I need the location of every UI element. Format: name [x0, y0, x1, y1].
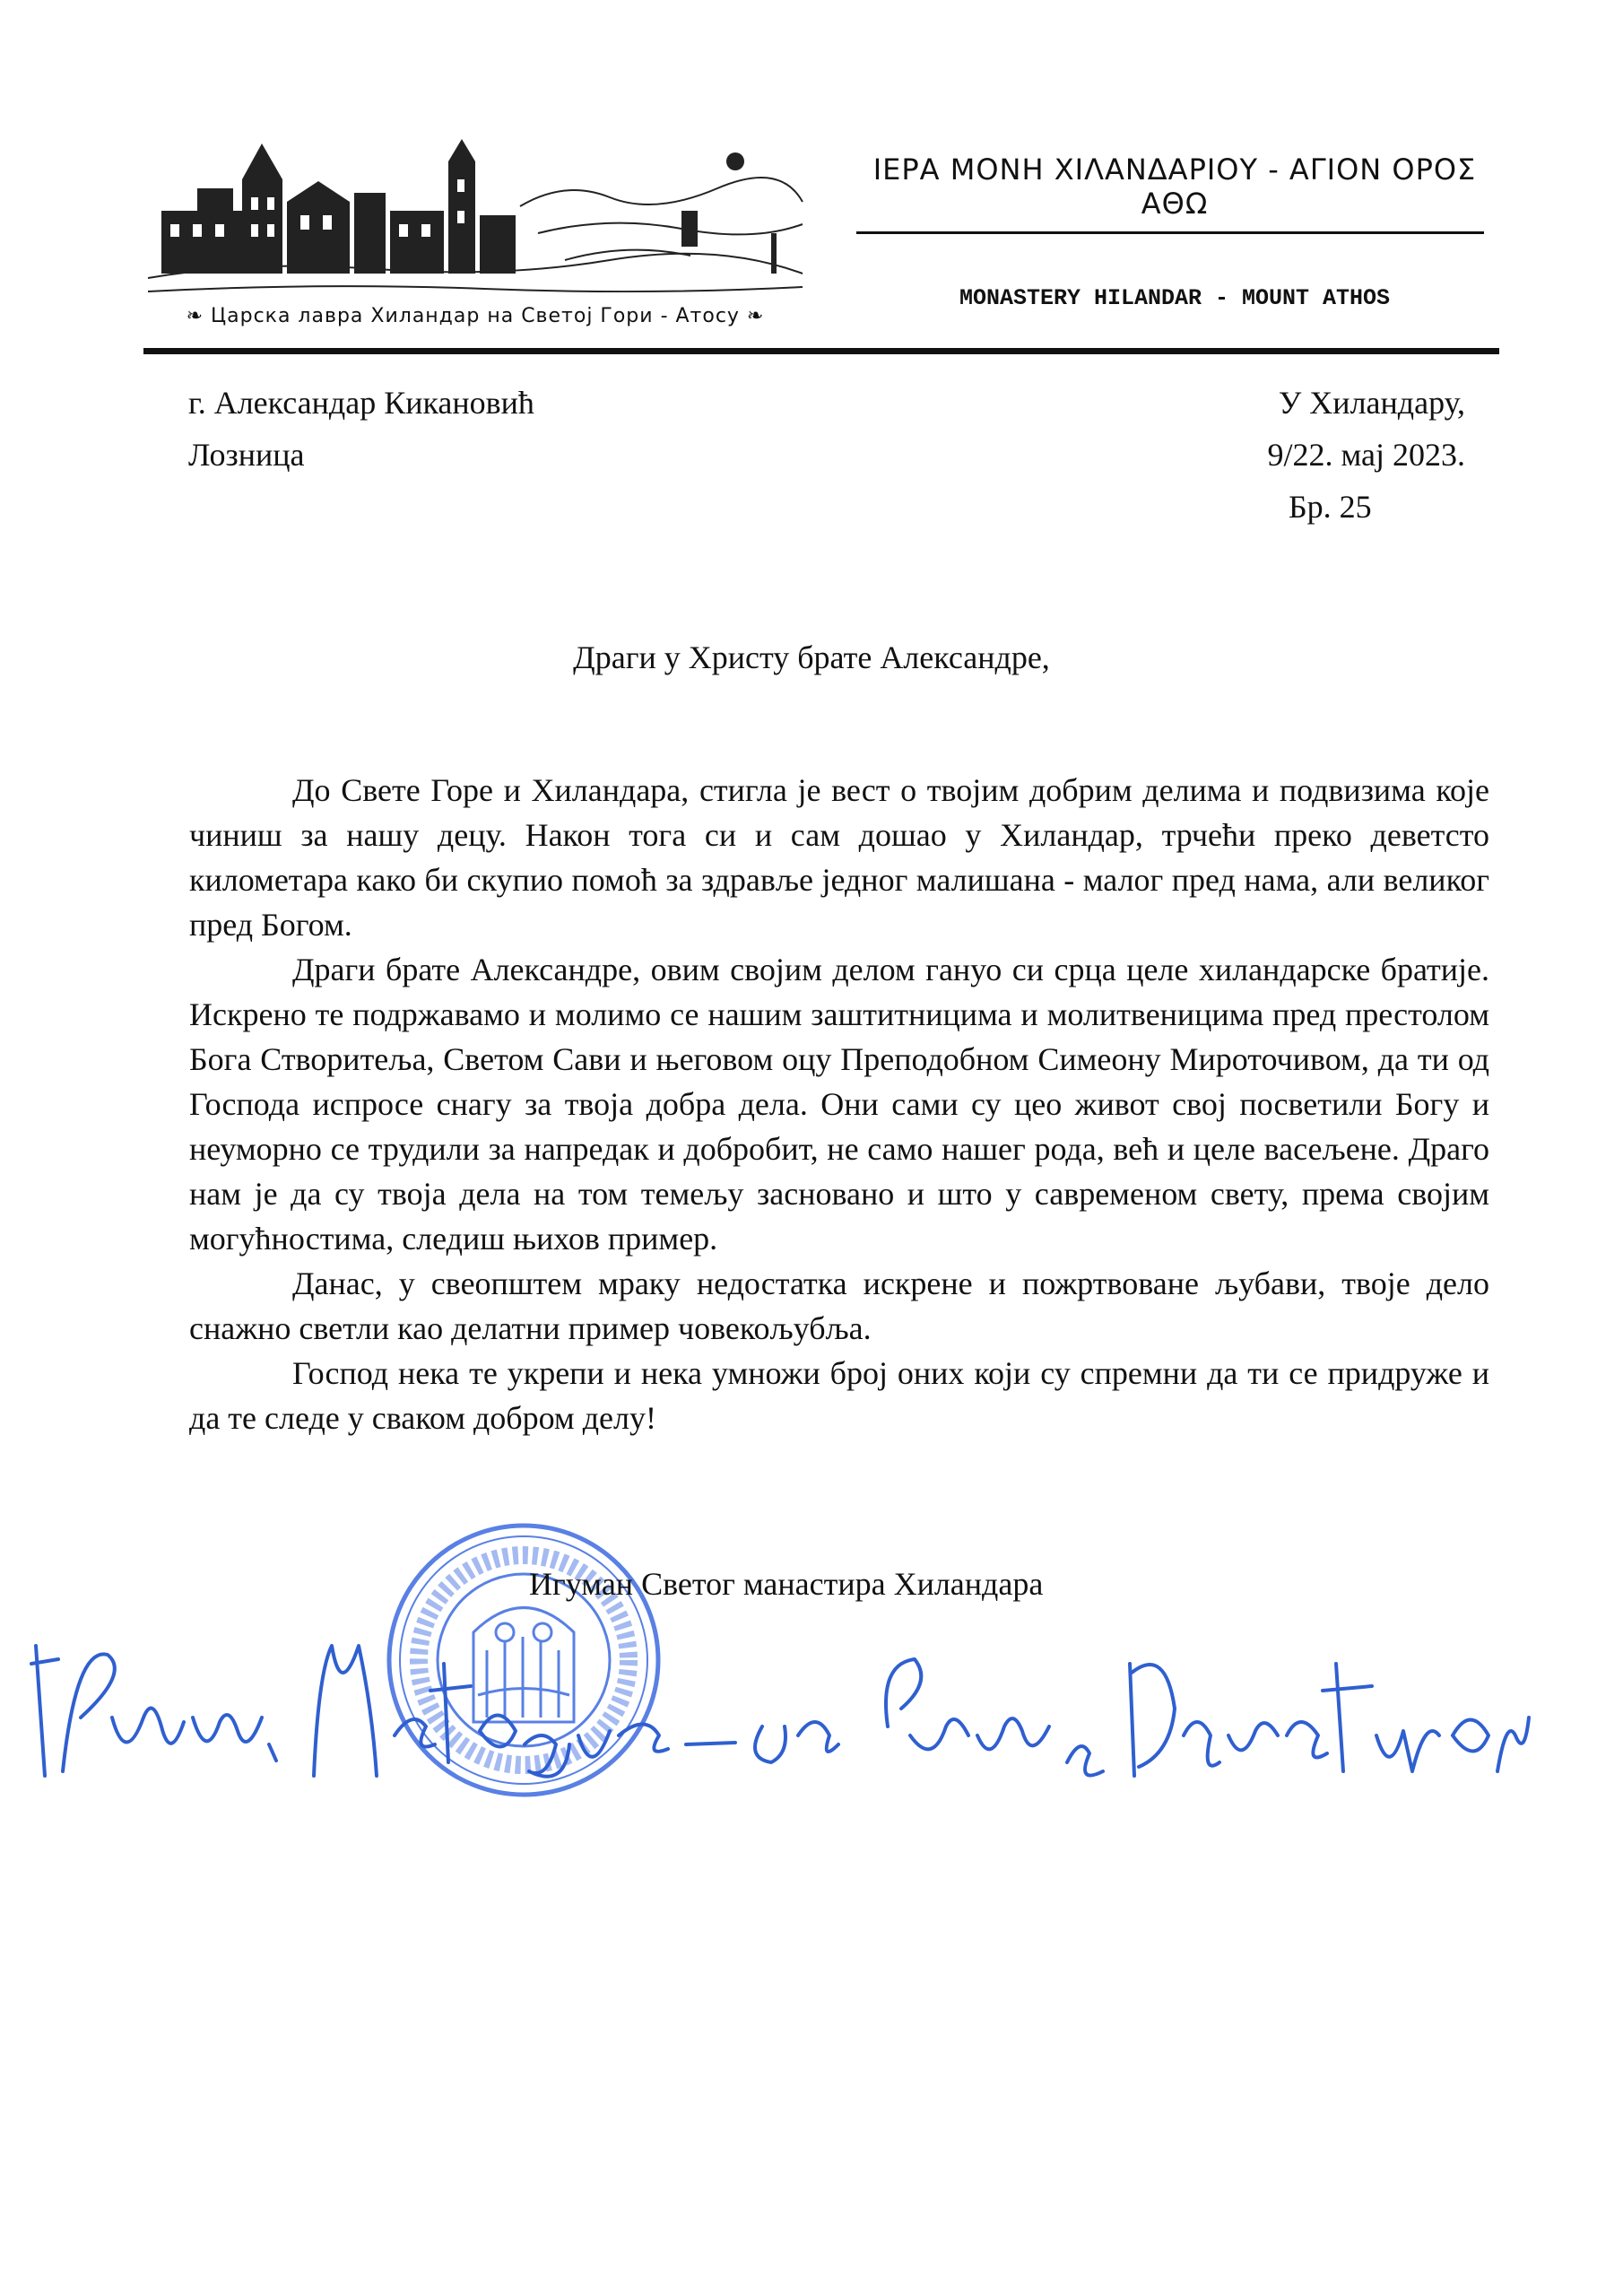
engraving-caption: ❧ Царска лавра Хиландар на Светој Гори - Атосу ❧ [186, 305, 765, 327]
body-paragraph: Господ нека те укрепи и нека умножи број оних који су спремни да ти се придруже и да те следе у сваком добром делу! [189, 1355, 1489, 1436]
body-paragraph: Данас, у свеопштем мраку недостатка искрене и пожртвоване љубави, твоје дело снажно светли као делатни пример човекољубља. [189, 1265, 1489, 1346]
body-paragraph: До Свете Горе и Хиландара, стигла је вест о твојим добрим делима и подвизима које чиниш за нашу децу. Након тога си и сам дошао у Хиландар, трчећи преко деветсто километара како би скупио помоћ за здравље једног малишана - малог пред нама, али великог пред Богом. [189, 772, 1489, 943]
monastery-engraving-icon [143, 126, 807, 305]
addressee-block [188, 377, 534, 481]
letterhead-illustration [143, 126, 807, 341]
letterhead-divider [856, 231, 1484, 234]
reference-number: Бр. 25 [1289, 489, 1372, 525]
letter-body [189, 768, 1489, 1440]
dateline-date: 9/22. мај 2023. [1267, 437, 1465, 473]
letterhead-greek-name: ΙΕΡΑ ΜΟΝΗ ΧΙΛΑΝΔΑΡΙΟΥ - ΑΓΙΟΝ ΟΡΟΣ ΑΘΩ [872, 152, 1477, 221]
dateline-block [1267, 377, 1465, 481]
signature-icon [27, 1610, 1533, 1798]
handwritten-signature [27, 1610, 1533, 1798]
body-paragraph: Драги брате Александре, овим својим делом гануо си срца целе хиландарске братије. Искрено те подржавамо и молимо се нашим заштитницима и молитвеницима пред престолом Бога Створитеља, Светом Сави и његовом оцу Преподобном Симеону Мироточивом, да ти од Господа испросе снагу за твоја добра дела. Они сами су цео живот свој посветили Богу и неуморно се трудили за напредак и добробит, не само нашег рода, већ и целе васељене. Драго нам је да су твоја дела на том темељу засновано и што у савременом свету, према својим могућностима, следиш њихов пример. [189, 952, 1489, 1257]
addressee-name: г. Александар Кикановић [188, 385, 534, 421]
addressee-city: Лозница [188, 437, 305, 473]
dateline-place: У Хиландару, [1278, 385, 1465, 421]
letterhead-rule [143, 348, 1499, 354]
closing-title: Игуман Светог манастира Хиландара [529, 1566, 1044, 1602]
letterhead-english-name: MONASTERY HILANDAR - MOUNT ATHOS [959, 285, 1391, 311]
salutation: Драги у Христу брате Александре, [573, 639, 1050, 675]
